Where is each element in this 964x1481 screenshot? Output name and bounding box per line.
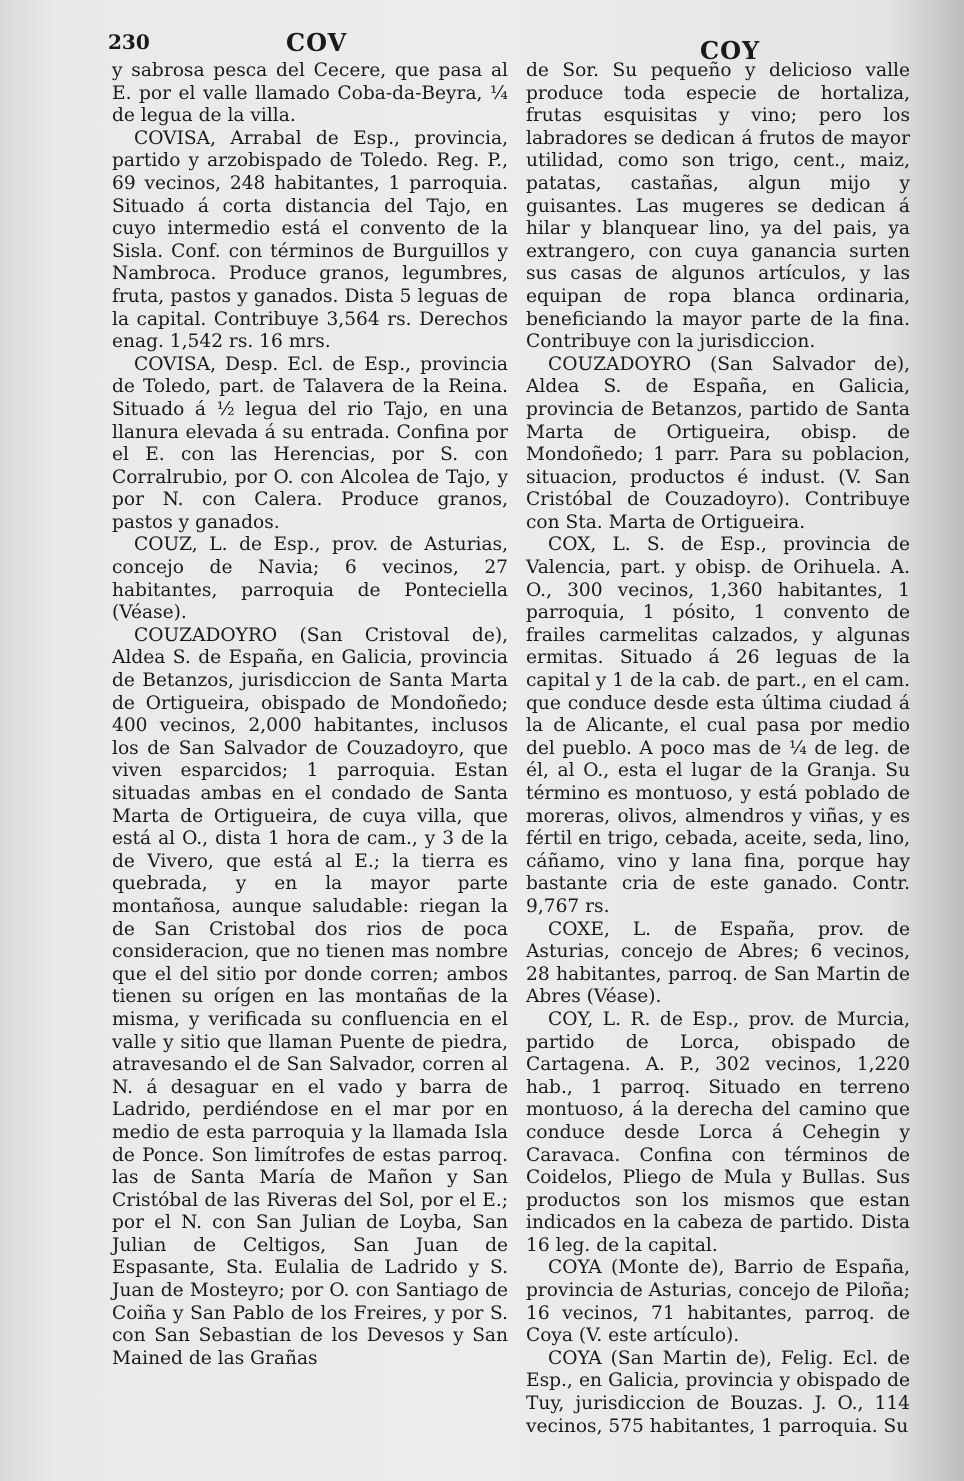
right-running-head: COY: [700, 36, 761, 65]
entry-headword: COVISA,: [134, 127, 216, 149]
entry-headword: COUZADOYRO: [548, 353, 692, 375]
entry-couzadoyro-cristoval: COUZADOYRO (San Cristoval de), Aldea S. de España, en Galicia, provincia de Betanzos, jurisdiccion de Santa Marta de Ortigueira, obispado de Mondoñedo; 400 vecinos, 2,000 habitantes, inclusos los de San Salvador de Couzadoyro, que viven esparcidos; 1 parroquia. Estan situadas ambas en el condado de Santa Marta de Ortigueira, de cuya villa, que está al O., dista 1 hora de cam., y 3 de la de Vivero, que está al E.; la tierra es quebrada, y en la mayor parte montañosa, aunque saludable: riegan la de San Cristobal dos rios de poca consideracion, que no tienen mas nombre que el del sitio por donde corren; ambos tienen su orígen en las montañas de la misma, y verificada su confluencia en el valle y sitio que llaman Puente de piedra, atravesando el de San Salvador, corren al N. á desaguar en el vado y barra de Ladrido, perdiéndose en el mar por en medio de esta parroquia y la llamada Isla de Ponce. Son limítrofes de estas parroq. las de Santa María de Mañon y San Cristóbal de las Riveras del Sol, por el E.; por el N. con San Julian de Loyba, San Julian de Celtigos, San Juan de Espasante, Sta. Eulalia de Ladrido y S. Juan de Mosteyro; por O. con Santiago de Coiña y San Pablo de los Freires, y por S. con San Sebastian de los Devesos y San Mained de las Grañas: [112, 624, 508, 1369]
entry-headword: COY,: [548, 1008, 594, 1030]
entry-headword: COYA: [548, 1347, 602, 1369]
entry-covisa-desp: COVISA, Desp. Ecl. de Esp., provincia de Toledo, part. de Talavera de la Reina. Situado á ½ legua del rio Tajo, en una llanura elevada á su entrada. Confina por el E. con las Herencias, por S. con Corralrubio, por O. con Alcolea de Tajo, y por N. con Calera. Produce granos, pastos y ganados.: [112, 353, 508, 533]
entry-covisa-arrabal: COVISA, Arrabal de Esp., provincia, partido y arzobispado de Toledo. Reg. P., 69 vecinos, 248 habitantes, 1 parroquia. Situado á corta distancia del Tajo, en cuyo intermedio está el convento de la Sisla. Conf. con términos de Burguillos y Nambroca. Produce granos, legumbres, fruta, pastos y ganados. Dista 5 leguas de la capital. Contribuye 3,564 rs. Derechos enag. 1,542 rs. 16 mrs.: [112, 127, 508, 353]
page-number: 230: [108, 30, 150, 54]
left-column: [112, 60, 508, 1370]
entry-coxe: COXE, L. de España, prov. de Asturias, concejo de Abres; 6 vecinos, 28 habitantes, parroq. de San Martin de Abres (Véase).: [526, 918, 910, 1008]
entry-headword: COUZADOYRO: [134, 624, 278, 646]
entry-headword: COX,: [548, 534, 597, 556]
entry-coy: COY, L. R. de Esp., prov. de Murcia, partido de Lorca, obispado de Cartagena. A. P., 302 vecinos, 1,220 hab., 1 parroq. Situado en terreno montuoso, á la derecha del camino que conduce desde Lorca á Cehegin y Caravaca. Confina con términos de Coidelos, Pliego de Mula y Bullas. Sus productos son los mismos que estan indicados en la cabeza de partido. Dista 16 leg. de la capital.: [526, 1008, 910, 1256]
entry-couzadoyro-salvador: COUZADOYRO (San Salvador de), Aldea S. de España, en Galicia, provincia de Betanzos, partido de Santa Marta de Ortigueira, obisp. de Mondoñedo; 1 parr. Para su poblacion, situacion, productos é indust. (V. San Cristóbal de Couzadoyro). Contribuye con Sta. Marta de Ortigueira.: [526, 353, 910, 533]
entry-headword: COXE,: [548, 918, 610, 940]
entry-continuation: y sabrosa pesca del Cecere, que pasa al E. por el valle llamado Coba-da-Beyra, ¼ de legua de la villa.: [112, 60, 508, 127]
right-column: [526, 60, 910, 1438]
entry-couz: COUZ, L. de Esp., prov. de Asturias, concejo de Navia; 6 vecinos, 27 habitantes, parroquia de Ponteciella (Véase).: [112, 534, 508, 624]
entry-headword: COYA: [548, 1257, 602, 1279]
entry-coya-monte: COYA (Monte de), Barrio de España, provincia de Asturias, concejo de Piloña; 16 vecinos, 71 habitantes, parroq. de Coya (V. este artículo).: [526, 1257, 910, 1347]
entry-continuation: de Sor. Su pequeño y delicioso valle produce toda especie de hortaliza, frutas esquisitas y vino; pero los labradores se dedican á frutos de mayor utilidad, como son trigo, cent., maiz, patatas, castañas, algun mijo y guisantes. Las mugeres se dedican á hilar y blanquear lino, ya del pais, ya extrangero, con cuya ganancia surten sus casas de algunos artículos, y las equipan de ropa blanca ordinaria, beneficiando la mayor parte de la fina. Contribuye con la jurisdiccion.: [526, 60, 910, 353]
entry-headword: COVISA,: [134, 353, 216, 375]
entry-headword: COUZ,: [134, 534, 198, 556]
left-running-head: COV: [286, 28, 348, 57]
entry-cox: COX, L. S. de Esp., provincia de Valencia, part. y obisp. de Orihuela. A. O., 300 vecinos, 1,360 habitantes, 1 parroquia, 1 pósito, 1 convento de frailes carmelitas calzados, y algunas ermitas. Situado á 26 leguas de la capital y 1 de la cab. de part., en el cam. que conduce desde esta última ciudad á la de Alicante, el cual pasa por medio del pueblo. A poco mas de ¼ de leg. de él, al O., esta el lugar de la Granja. Su término es montuoso, y está poblado de moreras, olivos, almendros y viñas, y es fértil en trigo, cebada, aceite, seda, lino, cáñamo, vino y lana fina, porque hay bastante cria de este ganado. Contr. 9,767 rs.: [526, 534, 910, 917]
entry-coya-martin: COYA (San Martin de), Felig. Ecl. de Esp., en Galicia, provincia y obispado de Tuy, jurisdiccion de Bouzas. J. O., 114 vecinos, 575 habitantes, 1 parroquia. Su: [526, 1347, 910, 1437]
page-header: [108, 26, 908, 65]
